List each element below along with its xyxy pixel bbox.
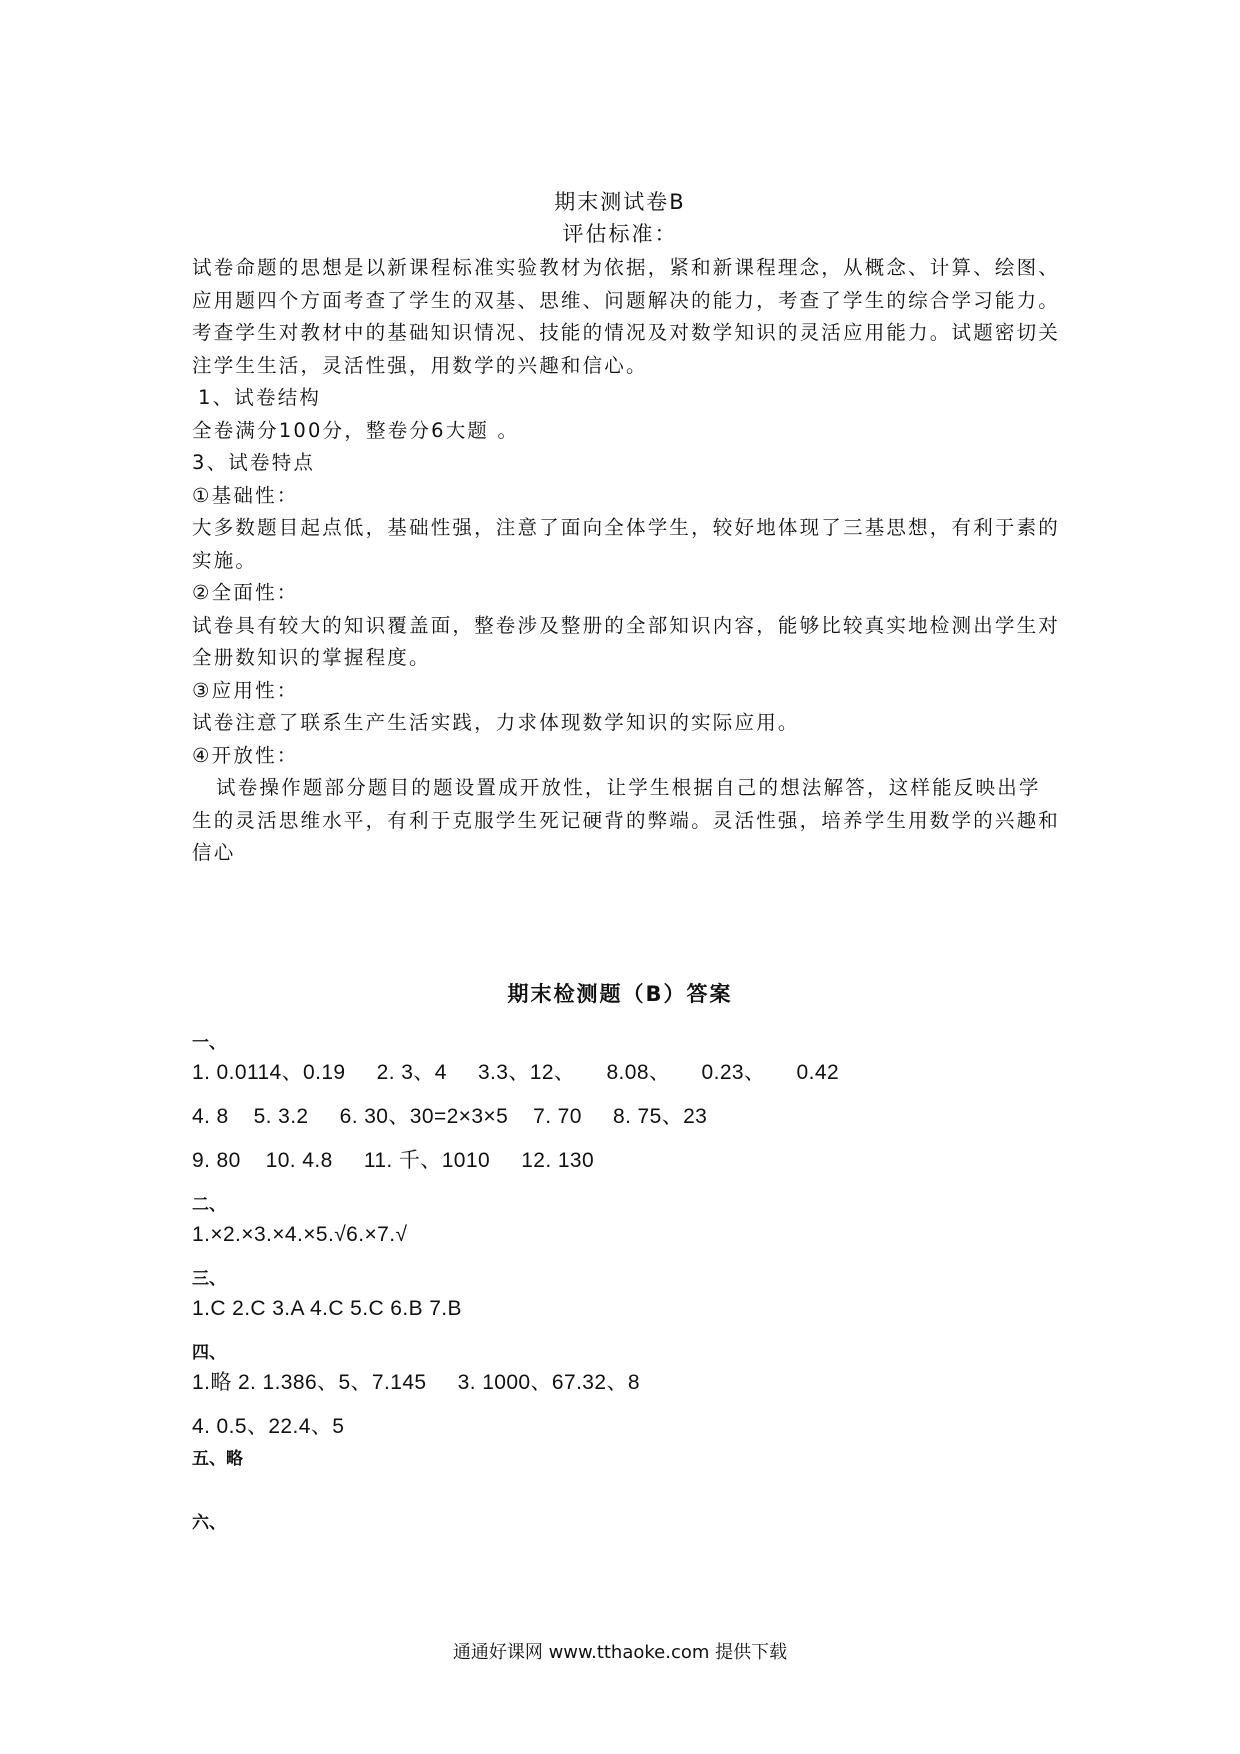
answer-line: 1. 0.0114、0.19 2. 3、4 3.3、12、 8.08、 0.23、 0.42 xyxy=(192,1061,840,1084)
page-subtitle: 评估标准： xyxy=(562,222,678,246)
answers-body xyxy=(192,1028,1062,1538)
answers-heading: 期末检测题（B）答案 xyxy=(507,982,733,1006)
structure-heading: 1、试卷结构 xyxy=(198,386,322,409)
answer-section-label: 二、 xyxy=(192,1195,226,1215)
answer-line: 1.×2.×3.×4.×5.√6.×7.√ xyxy=(192,1223,408,1246)
features-heading: 3、试卷特点 xyxy=(192,451,316,474)
feature-text: 试卷操作题部分题目的题设置成开放性，让学生根据自己的想法解答，这样能反映出学生的灵活思维水平，有利于克服学生死记硬背的弊端。灵活性强，培养学生用数学的兴趣和信心 xyxy=(192,776,1061,864)
intro-paragraph: 试卷命题的思想是以新课程标准实验教材为依据，紧和新课程理念，从概念、计算、绘图、应用题四个方面考查了学生的双基、思维、问题解决的能力，考查了学生的综合学习能力。考查学生对教材中的基础知识情况、技能的情况及对数学知识的灵活应用能力。试题密切关注学生生活，灵活性强，用数学的兴趣和信心。 xyxy=(192,256,1061,377)
feature-text: 大多数题目起点低，基础性强，注意了面向全体学生，较好地体现了三基思想，有利于素的实施。 xyxy=(192,516,1061,572)
structure-text: 全卷满分100分，整卷分6大题 。 xyxy=(192,418,520,442)
answer-line: 9. 80 10. 4.8 11. 千、1010 12. 130 xyxy=(192,1149,595,1172)
answer-line: 1.C 2.C 3.A 4.C 5.C 6.B 7.B xyxy=(192,1297,462,1320)
feature-label: ①基础性： xyxy=(192,483,299,507)
feature-label: ④开放性： xyxy=(192,743,299,767)
answer-section-label: 五、略 xyxy=(192,1449,243,1469)
footer-note: 通通好课网 www.tthaoke.com 提供下载 xyxy=(452,1642,788,1663)
answer-section-label: 一、 xyxy=(192,1033,226,1053)
answer-section-label: 四、 xyxy=(192,1343,226,1363)
evaluation-body xyxy=(192,252,1062,870)
feature-label: ②全面性： xyxy=(192,581,299,604)
answer-section-label: 六、 xyxy=(192,1513,226,1533)
answer-line: 1.略 2. 1.386、5、7.145 3. 1000、67.32、8 xyxy=(192,1371,640,1394)
feature-text: 试卷注意了联系生产生活实践，力求体现数学知识的实际应用。 xyxy=(192,711,800,734)
page-title: 期末测试卷B xyxy=(554,190,686,214)
answer-line: 4. 8 5. 3.2 6. 30、30=2×3×5 7. 70 8. 75、23 xyxy=(192,1105,708,1128)
feature-text: 试卷具有较大的知识覆盖面，整卷涉及整册的全部知识内容，能够比较真实地检测出学生对全册数知识的掌握程度。 xyxy=(192,613,1061,669)
answer-section-label: 三、 xyxy=(192,1269,226,1289)
answer-line: 4. 0.5、22.4、5 xyxy=(192,1415,345,1438)
feature-label: ③应用性： xyxy=(192,678,299,702)
